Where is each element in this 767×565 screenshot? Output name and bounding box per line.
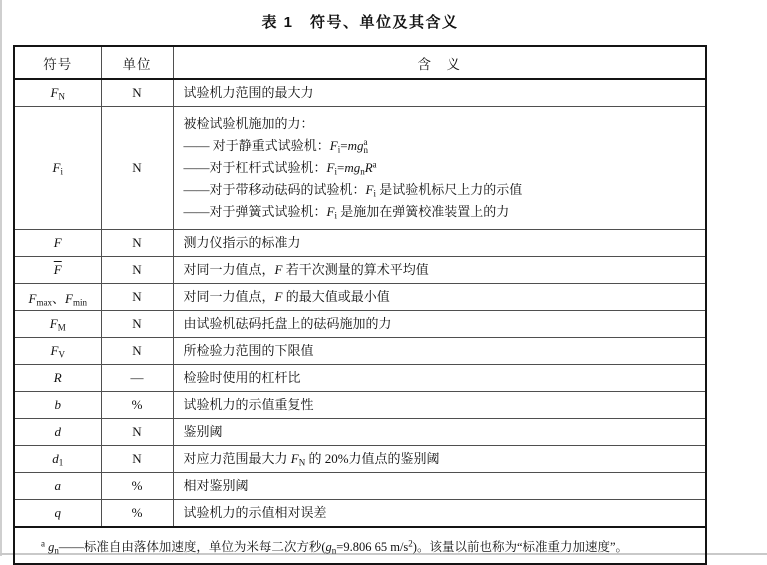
table-row	[14, 365, 706, 392]
symbol-cell: $F_M$	[14, 311, 101, 338]
table-body	[14, 79, 706, 527]
symbol-cell: $d_1$	[14, 446, 101, 473]
unit-cell: N	[101, 257, 173, 284]
unit-cell: N	[101, 446, 173, 473]
meaning-line: 被检试验机施加的力：	[183, 116, 314, 131]
symbol-cell: b	[14, 392, 101, 419]
table-row	[14, 284, 706, 311]
meaning-cell	[173, 500, 706, 528]
unit-cell: %	[101, 473, 173, 500]
meaning-line: 对应力范围最大力 $F_N$ 的 20%力值点的鉴别阈	[183, 451, 440, 468]
meaning-cell	[173, 284, 706, 311]
table-row	[14, 338, 706, 365]
unit-cell: %	[101, 392, 173, 419]
meaning-line: 相对鉴别阈	[183, 478, 249, 493]
unit-cell: %	[101, 500, 173, 528]
symbols-table	[13, 45, 707, 565]
symbol-cell: $F_i$	[14, 107, 101, 230]
meaning-line: ——对于杠杆式试验机：$F_i=mg_nR^a$	[183, 159, 377, 177]
meaning-line: 鉴别阈	[183, 424, 223, 439]
meaning-line: ——对于带移动砝码的试验机：$F_i$ 是试验机标尺上力的示值	[183, 182, 523, 199]
table-row	[14, 500, 706, 528]
symbol-cell: q	[14, 500, 101, 528]
meaning-line: 由试验机砝码托盘上的砝码施加的力	[183, 316, 392, 331]
meaning-line: ——对于弹簧式试验机：$F_i$ 是施加在弹簧校准装置上的力	[183, 204, 510, 221]
symbol-cell: $F_V$	[14, 338, 101, 365]
unit-cell: N	[101, 338, 173, 365]
unit-cell: N	[101, 284, 173, 311]
column-header-symbol: 符号	[14, 46, 101, 79]
unit-cell: N	[101, 311, 173, 338]
symbol-cell: a	[14, 473, 101, 500]
table-row	[14, 230, 706, 257]
table-row	[14, 257, 706, 284]
symbol-cell: $F_{max}$、$F_{min}$	[14, 284, 101, 311]
unit-cell: N	[101, 79, 173, 107]
meaning-cell	[173, 107, 706, 230]
table-caption: 表 1 符号、单位及其含义	[261, 14, 459, 31]
meaning-line: 检验时使用的杠杆比	[183, 370, 301, 385]
unit-cell: —	[101, 365, 173, 392]
meaning-line: 试验机力的示值重复性	[183, 397, 314, 412]
symbol-cell: F	[14, 230, 101, 257]
meaning-line: 所检验力范围的下限值	[183, 343, 314, 358]
footnote: $^a$ $g_n——$标准自由落体加速度，单位为米每二次方秒($g_n=9.806$ 65 $m/s^2$)。该量以前也称为“标准重力加速度”。	[14, 527, 706, 564]
meaning-cell	[173, 419, 706, 446]
symbol-cell: d	[14, 419, 101, 446]
table-row	[14, 392, 706, 419]
table-row	[14, 419, 706, 446]
unit-cell: N	[101, 107, 173, 230]
table-row	[14, 79, 706, 107]
scan-edge-left	[0, 0, 2, 556]
meaning-cell	[173, 311, 706, 338]
symbol-cell: $\overline{F}$	[14, 257, 101, 284]
meaning-cell	[173, 446, 706, 473]
meaning-cell	[173, 338, 706, 365]
symbol-cell: R	[14, 365, 101, 392]
table-row	[14, 311, 706, 338]
meaning-cell	[173, 257, 706, 284]
column-header-unit: 单位	[101, 46, 173, 79]
meaning-line: 对同一力值点，F 的最大值或最小值	[183, 289, 390, 304]
meaning-cell	[173, 392, 706, 419]
meaning-line: —— 对于静重式试验机：$F_i=mg$ a n	[183, 136, 368, 156]
header-row	[14, 46, 706, 79]
meaning-cell	[173, 230, 706, 257]
table-row	[14, 473, 706, 500]
table-row	[14, 107, 706, 230]
meaning-cell	[173, 79, 706, 107]
meaning-line: 测力仪指示的标准力	[183, 235, 301, 250]
meaning-line: 试验机力的示值相对误差	[183, 505, 327, 520]
table-row	[14, 446, 706, 473]
meaning-line: 对同一力值点，F 若干次测量的算术平均值	[183, 262, 429, 277]
symbol-cell: $F_N$	[14, 79, 101, 107]
footnote-row	[14, 527, 706, 564]
column-header-meaning: 含 义	[173, 46, 706, 79]
unit-cell: N	[101, 419, 173, 446]
meaning-line: 试验机力范围的最大力	[183, 85, 314, 100]
meaning-cell	[173, 473, 706, 500]
unit-cell: N	[101, 230, 173, 257]
meaning-cell	[173, 365, 706, 392]
